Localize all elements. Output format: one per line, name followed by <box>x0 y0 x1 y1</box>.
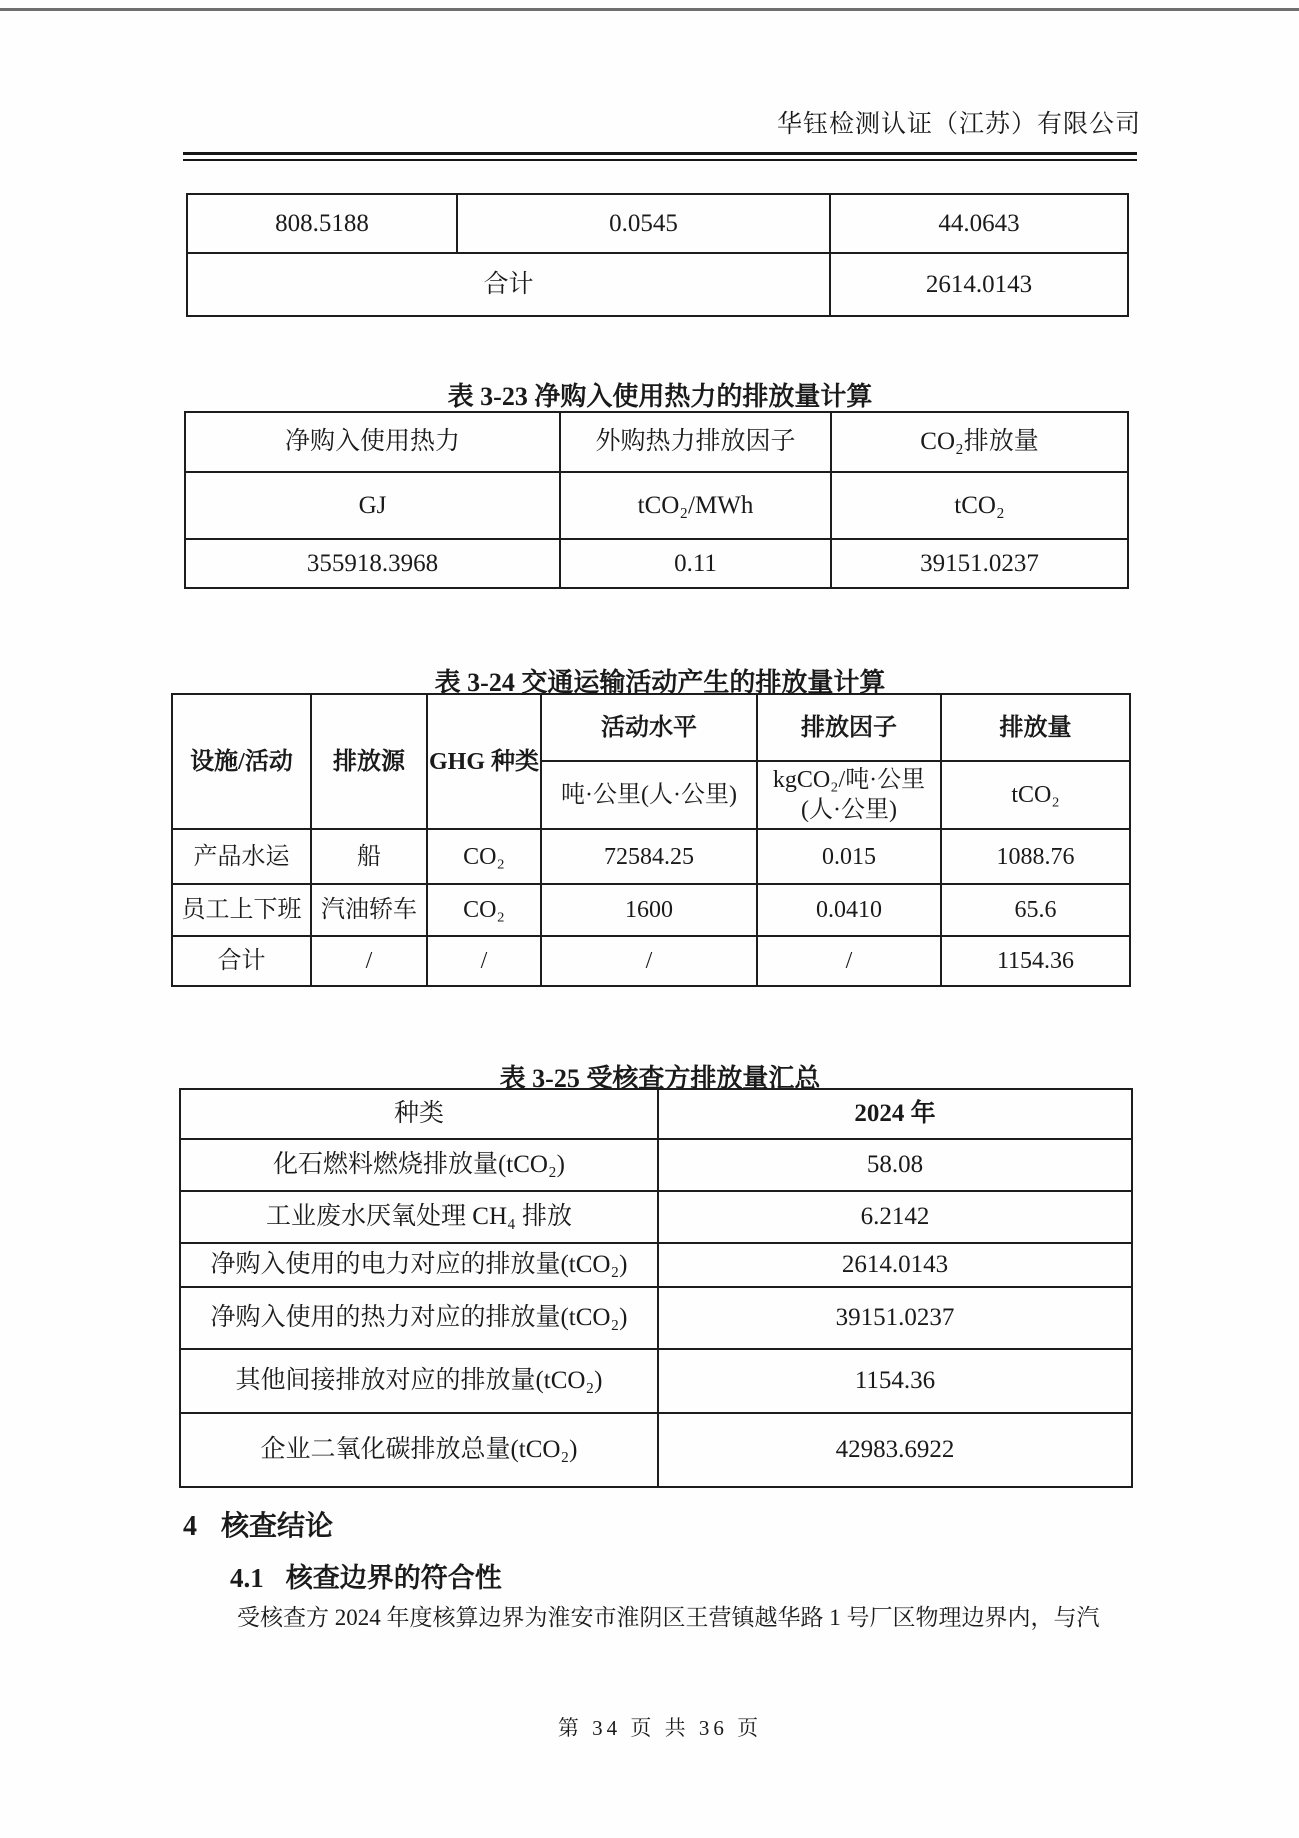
table-header-row <box>185 412 1128 472</box>
scan-edge-line <box>0 8 1299 11</box>
table-cell: 1154.36 <box>941 936 1130 986</box>
header-cell: 排放量 <box>941 694 1130 761</box>
table-cell: 0.0410 <box>757 884 941 936</box>
unit-cell: GJ <box>185 472 560 539</box>
value-cell: 1154.36 <box>658 1349 1132 1413</box>
company-header: 华钰检测认证（江苏）有限公司 <box>776 111 1141 138</box>
value-cell: 0.11 <box>560 539 831 588</box>
category-cell: 净购入使用的热力对应的排放量(tCO₂) <box>180 1287 658 1349</box>
table-cell: 产品水运 <box>172 829 311 884</box>
header-cell: CO₂排放量 <box>831 412 1128 472</box>
category-cell: 化石燃料燃烧排放量(tCO₂) <box>180 1139 658 1191</box>
section-4-1-heading <box>230 1556 502 1595</box>
table-row <box>172 829 1130 884</box>
table-3-24-transport-emissions <box>171 693 1131 987</box>
table-cell: 汽油轿车 <box>311 884 427 936</box>
total-value-cell: 2614.0143 <box>830 253 1128 316</box>
table-cell: / <box>757 936 941 986</box>
table-row <box>172 884 1130 936</box>
value-cell: 39151.0237 <box>658 1287 1132 1349</box>
unit-cell: tCO₂ <box>941 761 1130 829</box>
unit-cell: kgCO₂/吨·公里(人·公里) <box>757 761 941 829</box>
table-3-25-title: 表 3-25 受核查方排放量汇总 <box>499 1064 821 1093</box>
table-total-row <box>180 1413 1132 1487</box>
table-cell: 72584.25 <box>541 829 757 884</box>
section-4-heading <box>183 1504 333 1544</box>
header-cell: 活动水平 <box>541 694 757 761</box>
value-cell: 42983.6922 <box>658 1413 1132 1487</box>
section-number: 4 <box>183 1511 197 1542</box>
table-cell: CO₂ <box>427 829 541 884</box>
table-row <box>180 1287 1132 1349</box>
unit-cell: tCO₂ <box>831 472 1128 539</box>
table-header-row <box>172 694 1130 761</box>
table-cell: / <box>541 936 757 986</box>
table-cell: / <box>427 936 541 986</box>
value-cell: 39151.0237 <box>831 539 1128 588</box>
table-row <box>180 1139 1132 1191</box>
table-cell: 1600 <box>541 884 757 936</box>
table-cell: CO₂ <box>427 884 541 936</box>
table-row <box>180 1349 1132 1413</box>
value-cell: 2614.0143 <box>658 1243 1132 1287</box>
category-cell: 其他间接排放对应的排放量(tCO₂) <box>180 1349 658 1413</box>
table-cell: 1088.76 <box>941 829 1130 884</box>
category-cell: 企业二氧化碳排放总量(tCO₂) <box>180 1413 658 1487</box>
header-cell: 设施/活动 <box>172 694 311 829</box>
header-cell: 净购入使用热力 <box>185 412 560 472</box>
table-header-row <box>180 1089 1132 1139</box>
electricity-emission-table <box>186 193 1129 317</box>
table-cell: 船 <box>311 829 427 884</box>
section-number: 4.1 <box>230 1563 264 1593</box>
table-cell: 0.0545 <box>457 194 830 253</box>
category-cell: 净购入使用的电力对应的排放量(tCO₂) <box>180 1243 658 1287</box>
unit-cell: tCO₂/MWh <box>560 472 831 539</box>
page-footer: 第 34 页 共 36 页 <box>557 1716 763 1740</box>
category-cell: 工业废水厌氧处理 CH₄ 排放 <box>180 1191 658 1243</box>
table-cell: / <box>311 936 427 986</box>
table-3-23-heat-emissions <box>184 411 1129 589</box>
header-rule <box>183 152 1137 161</box>
table-row <box>187 194 1128 253</box>
header-cell: 排放因子 <box>757 694 941 761</box>
value-cell: 58.08 <box>658 1139 1132 1191</box>
table-cell: 65.6 <box>941 884 1130 936</box>
table-unit-row <box>185 472 1128 539</box>
value-cell: 6.2142 <box>658 1191 1132 1243</box>
table-cell: 808.5188 <box>187 194 457 253</box>
header-cell: GHG 种类 <box>427 694 541 829</box>
table-total-row <box>172 936 1130 986</box>
header-cell: 排放源 <box>311 694 427 829</box>
table-total-row <box>187 253 1128 316</box>
table-row <box>180 1191 1132 1243</box>
unit-cell: 吨·公里(人·公里) <box>541 761 757 829</box>
body-paragraph: 受核查方 2024 年度核算边界为淮安市淮阴区王营镇越华路 1 号厂区物理边界内，与汽 <box>237 1605 1100 1630</box>
table-row <box>180 1243 1132 1287</box>
table-value-row <box>185 539 1128 588</box>
table-cell: 44.0643 <box>830 194 1128 253</box>
header-cell: 2024 年 <box>658 1089 1132 1139</box>
total-label-cell: 合计 <box>187 253 830 316</box>
header-cell: 外购热力排放因子 <box>560 412 831 472</box>
table-cell: 员工上下班 <box>172 884 311 936</box>
table-cell: 0.015 <box>757 829 941 884</box>
table-3-23-title: 表 3-23 净购入使用热力的排放量计算 <box>447 382 873 411</box>
table-3-25-emission-summary <box>179 1088 1133 1488</box>
section-title: 核查边界的符合性 <box>285 1563 502 1593</box>
table-cell: 合计 <box>172 936 311 986</box>
value-cell: 355918.3968 <box>185 539 560 588</box>
header-cell: 种类 <box>180 1089 658 1139</box>
section-title: 核查结论 <box>221 1511 334 1542</box>
table-3-24-title: 表 3-24 交通运输活动产生的排放量计算 <box>434 668 886 697</box>
